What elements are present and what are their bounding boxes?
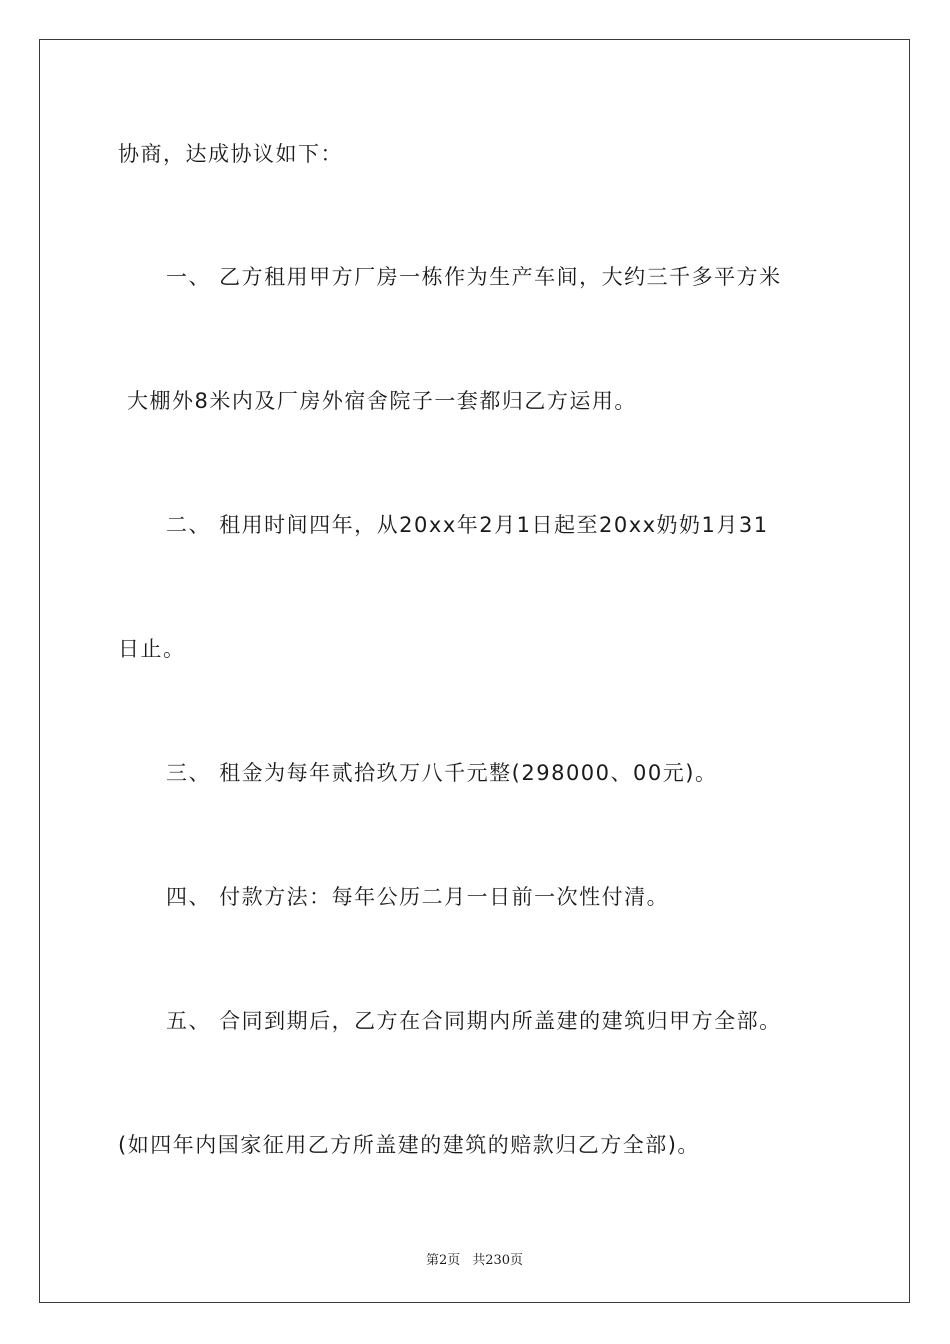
clause-2-line-2: 日止。	[118, 637, 186, 661]
clause-5-line-2: (如四年内国家征用乙方所盖建的建筑的赔款归乙方全部)。	[118, 1133, 700, 1157]
page-total: 共230页	[472, 1253, 524, 1268]
clause-5-line-1: 五、 合同到期后，乙方在合同期内所盖建的建筑归甲方全部。	[166, 1009, 782, 1033]
clause-2-line-1: 二、 租用时间四年，从20xx年2月1日起至20xx奶奶1月31	[166, 513, 769, 537]
document-page	[39, 39, 910, 1303]
page-number: 第2页	[425, 1253, 461, 1268]
page-footer	[40, 1249, 909, 1268]
clause-4-line-1: 四、 付款方法：每年公历二月一日前一次性付清。	[166, 885, 670, 909]
paragraph-line-1: 协商，达成协议如下：	[118, 142, 343, 166]
clause-1-line-2: 大棚外8米内及厂房外宿舍院子一套都归乙方运用。	[127, 389, 637, 413]
clause-3-line-1: 三、 租金为每年贰拾玖万八千元整(298000、00元)。	[166, 761, 718, 785]
clause-1-line-1: 一、 乙方租用甲方厂房一栋作为生产车间，大约三千多平方米	[166, 265, 782, 289]
